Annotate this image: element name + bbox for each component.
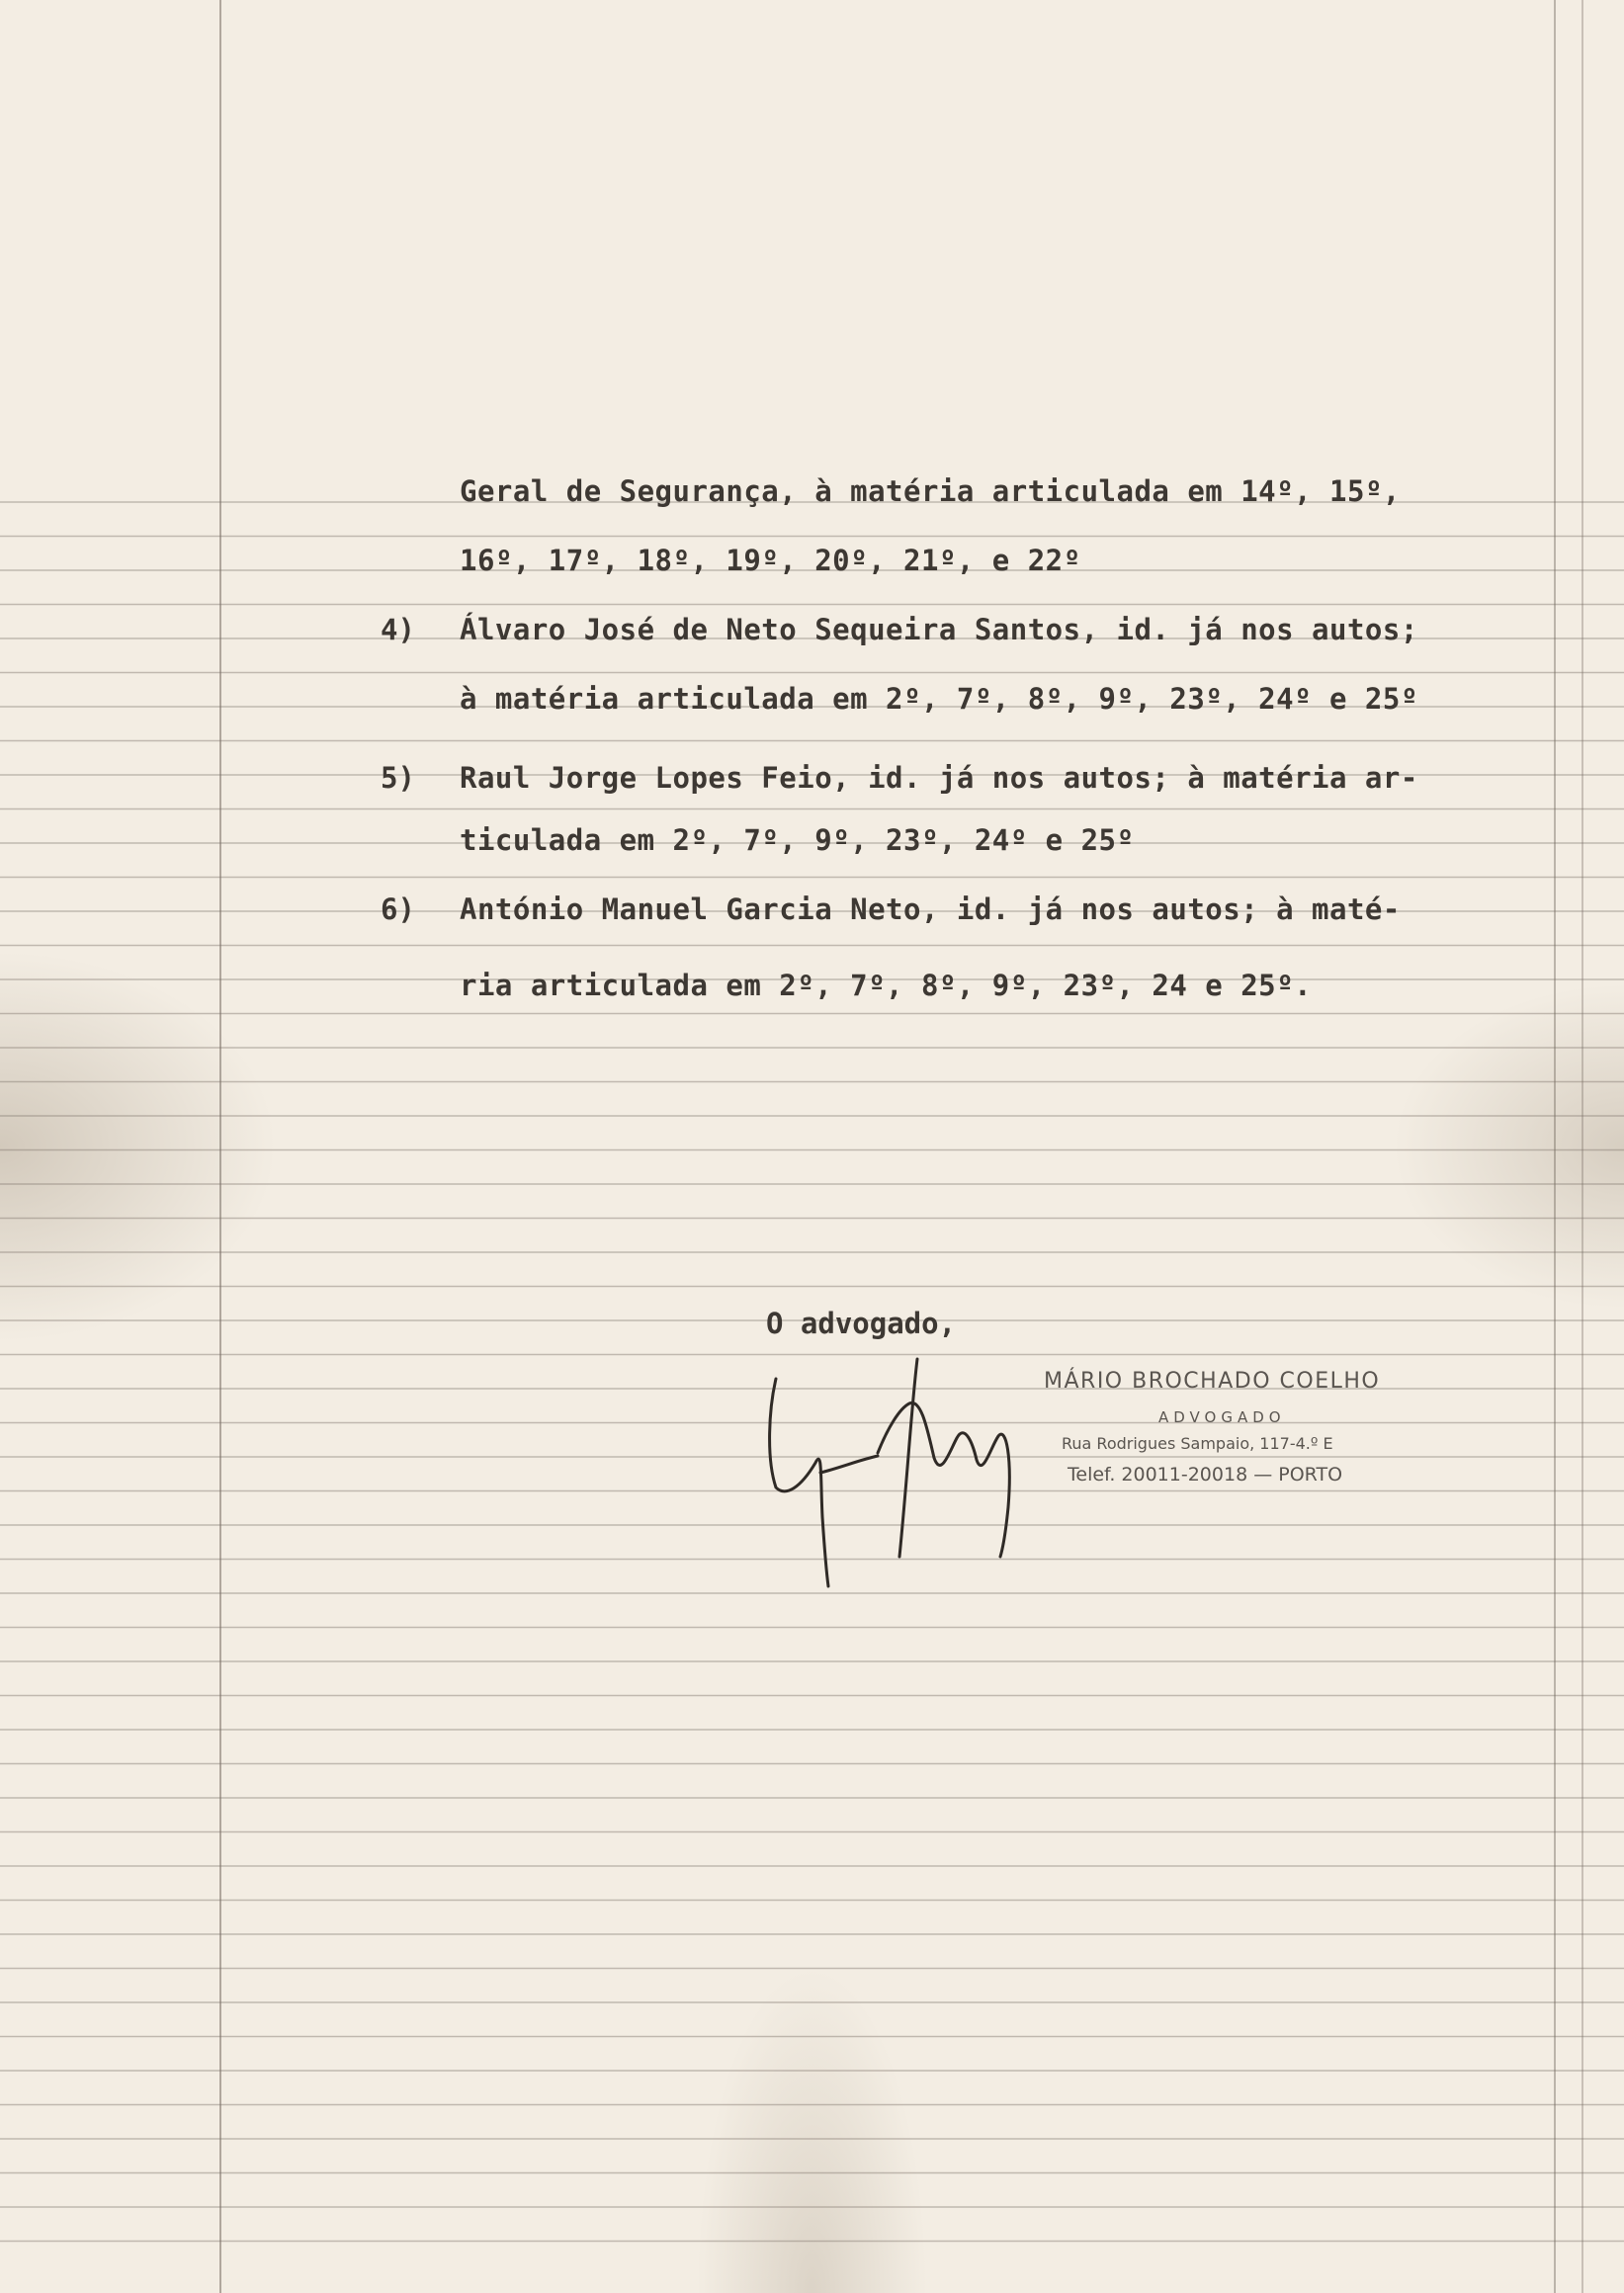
stamp-address: Rua Rodrigues Sampaio, 117-4.º E bbox=[1062, 1434, 1333, 1453]
item-number-5: 5) bbox=[381, 761, 415, 795]
item-number-4: 4) bbox=[381, 613, 415, 646]
text-line-5: Raul Jorge Lopes Feio, id. já nos autos; à matéria ar- bbox=[460, 761, 1418, 795]
text-line-2: 16º, 17º, 18º, 19º, 20º, 21º, e 22º bbox=[460, 544, 1081, 577]
stamp-name: MÁRIO BROCHADO COELHO bbox=[1044, 1369, 1381, 1394]
right-margin-line-outer bbox=[1581, 0, 1583, 2293]
stamp-phone: Telef. 20011-20018 — PORTO bbox=[1068, 1464, 1343, 1486]
lawyer-stamp bbox=[1038, 1369, 1453, 1497]
text-line-6: ticulada em 2º, 7º, 9º, 23º, 24º e 25º bbox=[460, 823, 1135, 857]
item-number-6: 6) bbox=[381, 892, 415, 926]
text-line-7: António Manuel Garcia Neto, id. já nos autos; à maté- bbox=[460, 892, 1401, 926]
signature bbox=[761, 1349, 1058, 1606]
text-line-8: ria articulada em 2º, 7º, 8º, 9º, 23º, 24 e 25º. bbox=[460, 969, 1313, 1002]
closing-text: O advogado, bbox=[766, 1307, 957, 1340]
text-line-4: à matéria articulada em 2º, 7º, 8º, 9º, 23º, 24º e 25º bbox=[460, 682, 1418, 716]
right-margin-line bbox=[1554, 0, 1556, 2293]
stamp-title: ADVOGADO bbox=[1158, 1408, 1286, 1426]
text-line-1: Geral de Segurança, à matéria articulada em 14º, 15º, bbox=[460, 474, 1401, 508]
left-margin-line bbox=[219, 0, 221, 2293]
text-line-3: Álvaro José de Neto Sequeira Santos, id. já nos autos; bbox=[460, 613, 1418, 646]
